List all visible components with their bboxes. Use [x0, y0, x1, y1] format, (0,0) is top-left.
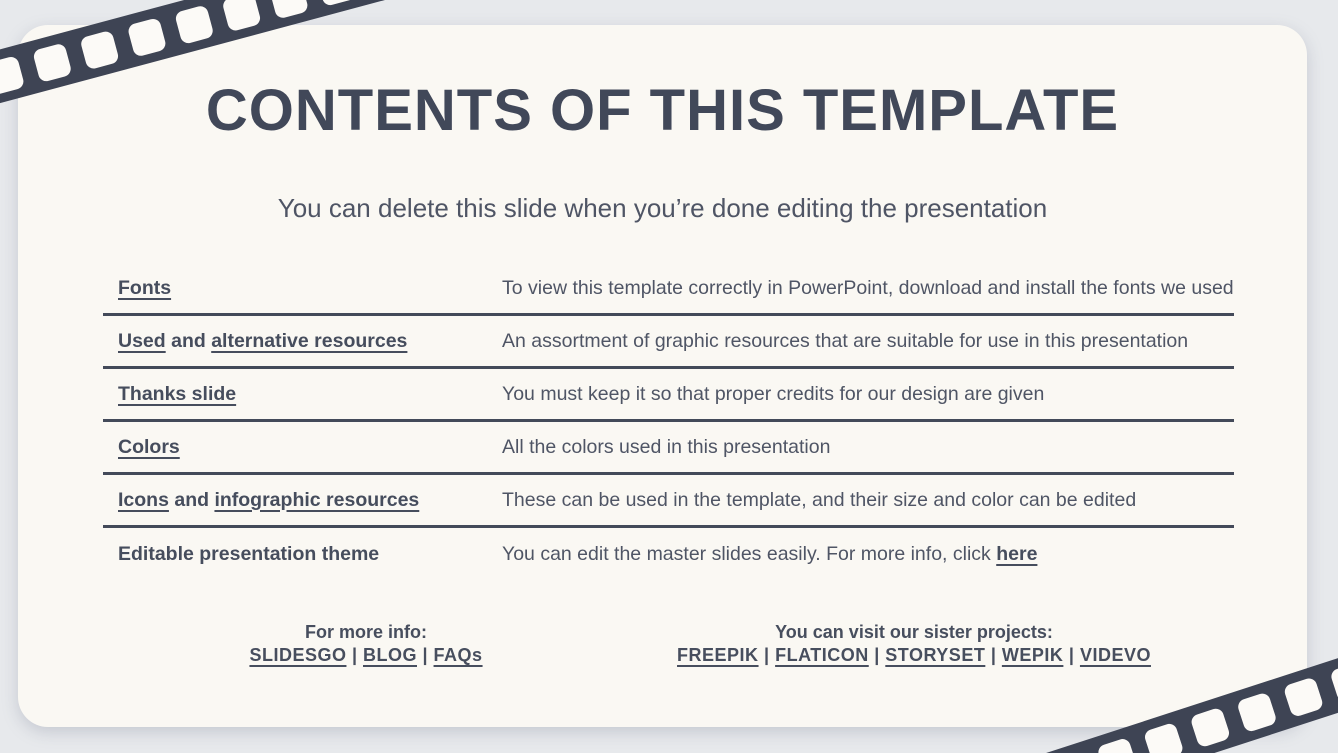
text-part: All the colors used in this presentation — [502, 435, 831, 458]
text-part: | — [758, 645, 776, 665]
description-cell — [488, 277, 1234, 300]
table-row — [103, 316, 1234, 369]
topic-cell — [118, 330, 488, 353]
text-part: You can edit the master slides easily. For more info, click — [502, 543, 997, 565]
topic-cell — [118, 489, 488, 512]
link-faqs[interactable]: FAQs — [433, 645, 483, 665]
text-part: | — [985, 645, 1002, 665]
link-icons[interactable]: Icons — [118, 488, 169, 511]
film-hole — [1236, 691, 1278, 733]
link-slidesgo[interactable]: SLIDESGO — [249, 645, 347, 665]
link-videvo[interactable]: VIDEVO — [1079, 645, 1151, 665]
table-row — [103, 422, 1234, 475]
topic-cell — [118, 277, 488, 300]
film-hole — [316, 0, 356, 6]
link-used[interactable]: Used — [118, 329, 166, 352]
film-hole — [269, 0, 309, 19]
topic-cell — [118, 383, 488, 406]
slide-card — [18, 25, 1307, 727]
film-hole — [1189, 706, 1231, 748]
topic-cell — [118, 436, 488, 459]
link-flaticon[interactable]: FLATICON — [775, 645, 869, 665]
film-hole — [79, 29, 119, 69]
link-alternative-resources[interactable]: alternative resources — [211, 329, 408, 352]
film-hole — [0, 55, 25, 95]
film-hole — [1329, 661, 1338, 703]
contents-table — [103, 263, 1234, 581]
text-part: These can be used in the template, and their size and color can be edited — [502, 488, 1137, 511]
text-part: and — [165, 329, 212, 352]
description-cell — [488, 489, 1234, 512]
text-part: | — [1063, 645, 1080, 665]
film-hole — [127, 17, 167, 57]
description-cell — [488, 436, 1234, 459]
table-row — [103, 528, 1234, 581]
footer-sister-heading: You can visit our sister projects: — [775, 622, 1053, 642]
link-fonts[interactable]: Fonts — [118, 276, 172, 299]
film-hole — [1143, 721, 1185, 753]
page-title: CONTENTS OF THIS TEMPLATE — [205, 78, 1120, 143]
table-row — [103, 369, 1234, 422]
link-infographic-resources[interactable]: infographic resources — [214, 488, 420, 511]
text-part: An assortment of graphic resources that are suitable for use in this presentation — [502, 329, 1189, 352]
text-part: Editable presentation theme — [118, 543, 380, 565]
text-part: and — [168, 488, 215, 511]
film-hole — [1096, 737, 1138, 753]
film-hole — [1283, 676, 1325, 718]
footer-sister-projects — [578, 621, 1250, 667]
film-hole — [221, 0, 261, 32]
topic-cell — [118, 543, 488, 566]
description-cell — [488, 330, 1234, 353]
text-part: | — [868, 645, 886, 665]
link-freepik[interactable]: FREEPIK — [677, 645, 759, 665]
table-row — [103, 263, 1234, 316]
slide-subtitle: You can delete this slide when you’re done editing the presentation — [277, 193, 1048, 223]
description-cell — [488, 383, 1234, 406]
description-cell — [488, 543, 1234, 566]
text-part: You must keep it so that proper credits for our design are given — [502, 382, 1045, 405]
footer-sister-links — [578, 644, 1250, 667]
link-wepik[interactable]: WEPIK — [1001, 645, 1064, 665]
text-part: To view this template correctly in PowerPoint, download and install the fonts we used — [502, 276, 1234, 299]
link-here[interactable]: here — [996, 543, 1038, 565]
film-hole — [174, 4, 214, 44]
link-storyset[interactable]: STORYSET — [885, 645, 986, 665]
table-row — [103, 475, 1234, 528]
film-hole — [32, 42, 72, 82]
text-part: | — [346, 645, 363, 665]
link-blog[interactable]: BLOG — [363, 645, 417, 665]
text-part: | — [417, 645, 434, 665]
link-thanks-slide[interactable]: Thanks slide — [118, 382, 237, 405]
link-colors[interactable]: Colors — [118, 435, 180, 458]
footer-info-heading: For more info: — [305, 622, 427, 642]
